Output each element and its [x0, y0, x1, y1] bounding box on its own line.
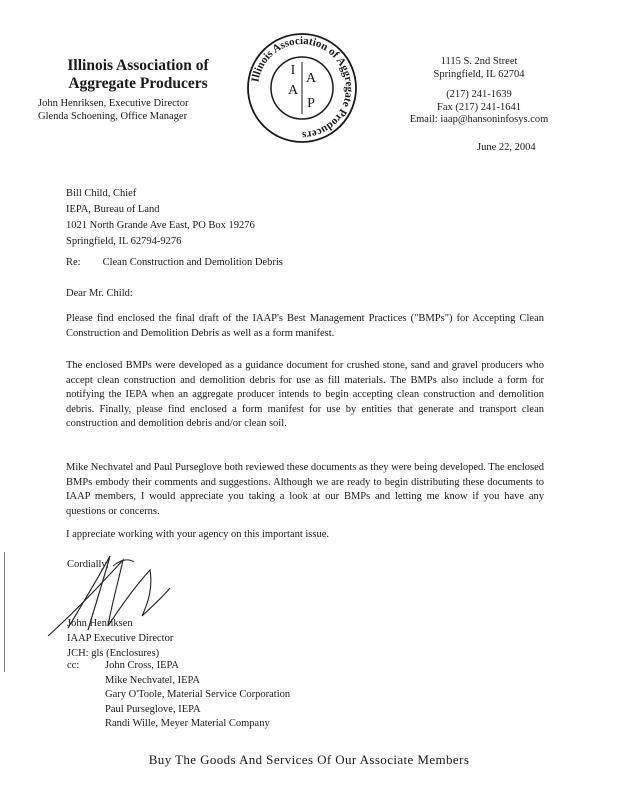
fax: Fax (217) 241-1641 [437, 101, 521, 113]
org-name-line-2: Aggregate Producers [68, 75, 208, 92]
recipient-line: Bill Child, Chief [66, 188, 137, 199]
cc-label: cc: [67, 660, 80, 671]
staff-line: Glenda Schoening, Office Manager [38, 111, 188, 122]
recipient-line: IEPA, Bureau of Land [66, 204, 160, 215]
body-paragraph: Please find enclosed the final draft of the IAAP's Best Management Practices ("BMPs") for Accepting Clean Construction and Demolition Debris as well as a form manifest. [66, 313, 544, 339]
staff-list [38, 97, 188, 123]
staff-line: John Henriksen, Executive Director [38, 98, 189, 109]
address-line: Springfield, IL 62704 [433, 68, 525, 80]
salutation: Dear Mr. Child: [66, 288, 133, 299]
organization-name [38, 57, 238, 93]
cc-name: Randi Wille, Meyer Material Company [105, 718, 270, 729]
body-paragraph: Mike Nechvatel and Paul Purseglove both reviewed these documents as they were being developed. The enclosed BMPs embody their comments and suggestions. Although we are ready to begin distributing these documents to IAAP members, I would appreciate you taking a look at our BMPs and letting me know if you have any questions or concerns. [66, 462, 544, 517]
seal-letter: A [287, 83, 299, 98]
signer-title: IAAP Executive Director [67, 633, 174, 644]
seal-ring-text: Illinois Association of Aggregate Producers [249, 34, 356, 142]
recipient-line: Springfield, IL 62794-9276 [66, 236, 182, 247]
subject-text: Clean Construction and Demolition Debris [102, 257, 283, 268]
body-paragraph: I appreciate working with your agency on this important issue. [66, 529, 330, 540]
cc-name: John Cross, IEPA [105, 660, 180, 671]
recipient-address [66, 186, 255, 250]
email[interactable]: Email: iaap@hansoninfosys.com [409, 114, 549, 125]
seal-letter: I [290, 63, 296, 78]
scan-margin-line [4, 552, 5, 672]
contact-block [386, 56, 572, 127]
subject-line [66, 257, 283, 268]
org-name-line-1: Illinois Association of [67, 57, 209, 74]
seal-letter: P [307, 96, 315, 111]
footer-slogan: Buy The Goods And Services Of Our Associate Members [148, 752, 470, 767]
cc-name: Gary O'Toole, Material Service Corporation [105, 689, 291, 700]
cc-list [105, 659, 290, 732]
cc-block [67, 659, 291, 729]
cc-name: Mike Nechvatel, IEPA [105, 674, 200, 686]
association-seal [246, 32, 358, 144]
seal-letter: A [305, 71, 317, 86]
reference-initials: JCH: gls (Enclosures) [67, 648, 160, 659]
body-paragraph: The enclosed BMPs were developed as a guidance document for crushed stone, sand and gravel producers who accept clean construction and demolition debris for use as fill materials. The BMPs also include a form for notifying the IEPA when an aggregate producer intends to begin accepting clean construction and demolition debris. Finally, please find enclosed a form manifest for use by entities that generate and transport clean construction and demolition debris and/or clean soil. [66, 360, 544, 429]
address-line: 1115 S. 2nd Street [440, 56, 518, 67]
phone: (217) 241-1639 [446, 89, 512, 100]
letter-date: June 22, 2004 [477, 142, 536, 153]
signer-block [67, 616, 173, 661]
cc-name: Paul Purseglove, IEPA [105, 703, 201, 715]
recipient-line: 1021 North Grande Ave East, PO Box 19276 [66, 220, 255, 231]
closing: Cordially, [67, 559, 109, 570]
subject-label: Re: [66, 257, 81, 268]
signer-name: John Henriksen [67, 618, 133, 629]
